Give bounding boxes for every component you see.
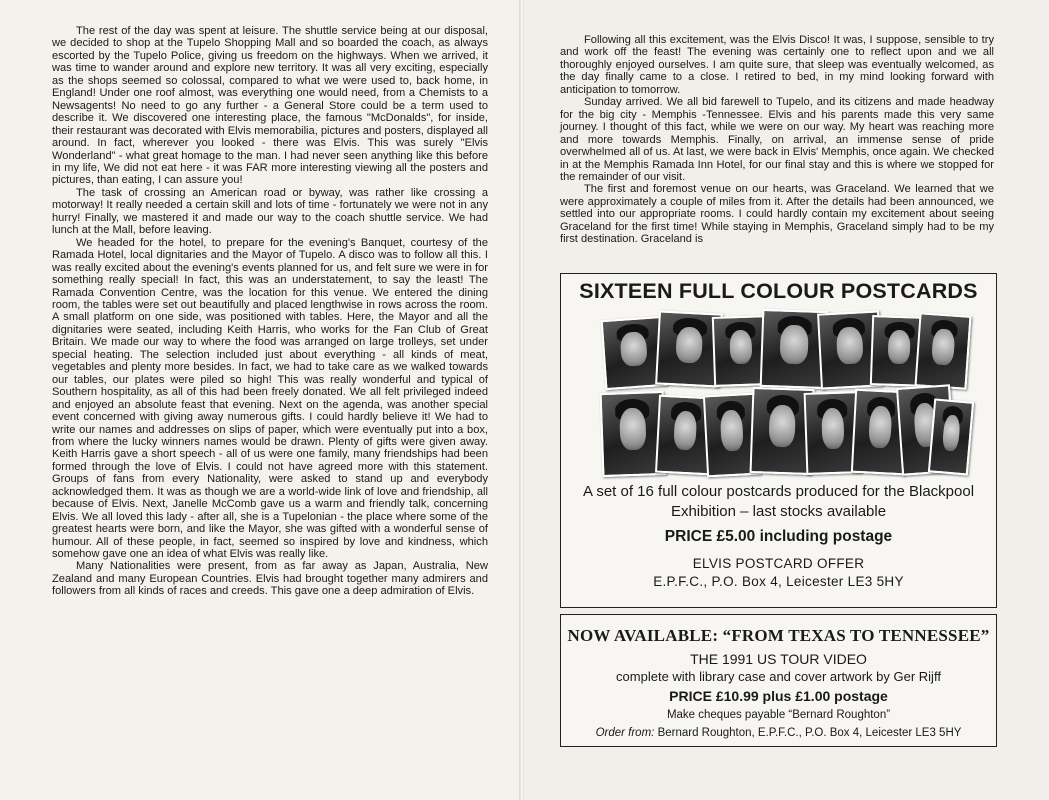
postcards-price: PRICE £5.00 including postage [664, 528, 893, 545]
video-subtitle: THE 1991 US TOUR VIDEO [690, 651, 867, 667]
video-cheques-note: Make cheques payable “Bernard Roughton” [666, 709, 891, 721]
postcards-title: SIXTEEN FULL COLOUR POSTCARDS [579, 279, 978, 303]
article-paragraph: The task of crossing an American road or byway, was rather like crossing a motorway! It really needed a certain skill and lots of time - fortunately we were not in any hurry! Finally, we mastered it and made our way to the coach shuttle service. We had lunch at the Mall, before leaving. [52, 186, 488, 237]
video-advert [560, 614, 997, 747]
video-library-note: complete with library case and cover artwork by Ger Rijff [616, 669, 941, 684]
elvis-photo-collage-icon [601, 310, 969, 476]
video-price: PRICE £10.99 plus £1.00 postage [669, 688, 888, 704]
postcards-address: E.P.F.C., P.O. Box 4, Leicester LE3 5HY [653, 574, 904, 589]
postcard-photo [928, 398, 974, 475]
article-paragraph: Many Nationalities were present, from as far away as Japan, Australia, New Zealand and many European Countries. Elvis had brought together many admirers and followers from all kinds of races and creeds. This gave one a deep admiration of Elvis. [52, 560, 488, 598]
postcard-photo [914, 312, 971, 389]
left-page [0, 0, 520, 800]
right-article-column [560, 34, 994, 246]
article-paragraph: The rest of the day was spent at leisure. The shuttle service being at our disposal, we decided to shop at the Tupelo Shopping Mall and so boarded the coach, as always escorted by the Tupelo Police, giving us freedom on the highways. When we arrived, it was time to wander around and explore new territory. It was all very exciting, especially as the shops seemed so colossal, compared to what we were used to, back home, in England! Under one roof almost, was everything one would need, from a Chemists to a Newsagents! No need to go any further - a General Store could be a term used to describe it. We discovered one interesting place, the famous "McDonalds", for inside, their restaurant was decorated with Elvis memorabilia, pictures and posters, displayed all around. In fact, wherever you looked - there was Elvis. This was surely "Elvis Wonderland" - what great homage to the man. I had never seen anything like this before in my life, We did not eat here - it was FAR more interesting viewing all the posters and pictures, than eating, I can assure you! [52, 25, 488, 187]
article-paragraph: Sunday arrived. We all bid farewell to Tupelo, and its citizens and made headway for the big city - Memphis -Tennessee. Elvis and his parents made this very same journey. I thought of this fact, while we were on our way. My heart was reaching more and more towards Memphis. Finally, on arrival, an immense sense of pride overwhelmed all of us. At last, we were back in Elvis' Memphis, once again. We checked in at the Memphis Ramada Inn Hotel, for our final stay and this is where we stopped for the remainder of our visit. [560, 96, 994, 183]
postcards-offer: ELVIS POSTCARD OFFER [692, 556, 865, 571]
video-title: NOW AVAILABLE: “FROM TEXAS TO TENNESSEE” [567, 626, 990, 645]
postcards-advert [560, 273, 997, 608]
article-paragraph: The first and foremost venue on our hearts, was Graceland. We learned that we were approximately a couple of miles from it. After the details had been announced, we settled into our appropriate rooms. I could hardly contain my excitement about seeing Graceland for the first time! While staying in Memphis, Graceland simply had to be my first destination. Graceland is [560, 183, 994, 246]
order-address: Bernard Roughton, E.P.F.C., P.O. Box 4, Leicester LE3 5HY [657, 727, 962, 739]
postcards-description: A set of 16 full colour postcards produced for the Blackpool Exhibition – last stocks available [582, 483, 975, 520]
order-from-label: Order from: [595, 727, 655, 739]
video-order-line [561, 727, 996, 739]
article-paragraph: We headed for the hotel, to prepare for the evening's Banquet, courtesy of the Ramada Hotel, local dignitaries and the Mayor of Tupelo. A disco was to follow all this. I was really excited about the evening's events planned for us, and felt sure we were in for something really special! In fact, this was an understatement, to say the least! The Ramada Convention Centre, was the location for this venue. We entered the dining room, the tables were set out beautifully and placed lengthwise in rows across the room. A small platform on one side, was positioned with tables. Here, the Mayor and all the dignitaries were seated, including Keith Harris, who works for the Fan Club of Great Britain. We made our way to where the food was arranged on large trolleys, set under special heating. The selection included just about everything - all kinds of meat, vegetables and plenty more besides. In fact, we had to take care as we walked towards our tables, our plates were piled so high! This was really wonderful and typical of Southern hospitality, as all of this had been freely donated. We all felt privileged indeed and enjoyed an absolute feast that evening. Next on the agenda, was another special event concerned with giving away numerous gifts. I could hardly believe it! We had to write our names and addresses on slips of paper, which were eventually put into a box, from where the lucky winners names would be drawn. Plenty of gifts were given away. Keith Harris gave a short speech - all of us were one family, many friendships had been formed through the love of Elvis. I could not have agreed more with this statement. Groups of fans from every Nationality, were asked to stand up and everybody acknowledged them. It was as though we are a world-wide link of love and friendship, all because of Elvis. Next, Janelle McComb gave us a warm and friendly talk, concerning Elvis. We all loved this lady - after all, she is a Tupelonian - the place where some of the greatest hearts were born, and like the Mayor, she was gifted with a wonderful sense of humour. All of these people, in fact, seemed so inspired by love and kindness, which somehow gave one an idea of what Elvis was really like. [52, 236, 488, 561]
left-article-column [52, 25, 488, 598]
article-paragraph: Following all this excitement, was the Elvis Disco! It was, I suppose, sensible to try and work off the feast! The evening was certainly one to reflect upon and we all thoroughly enjoyed ourselves. I am quite sure, that sleep was eventually welcomed, as the day finally came to a close. I retired to bed, in my mind looking forward with anticipation to tomorrow. [560, 34, 994, 96]
